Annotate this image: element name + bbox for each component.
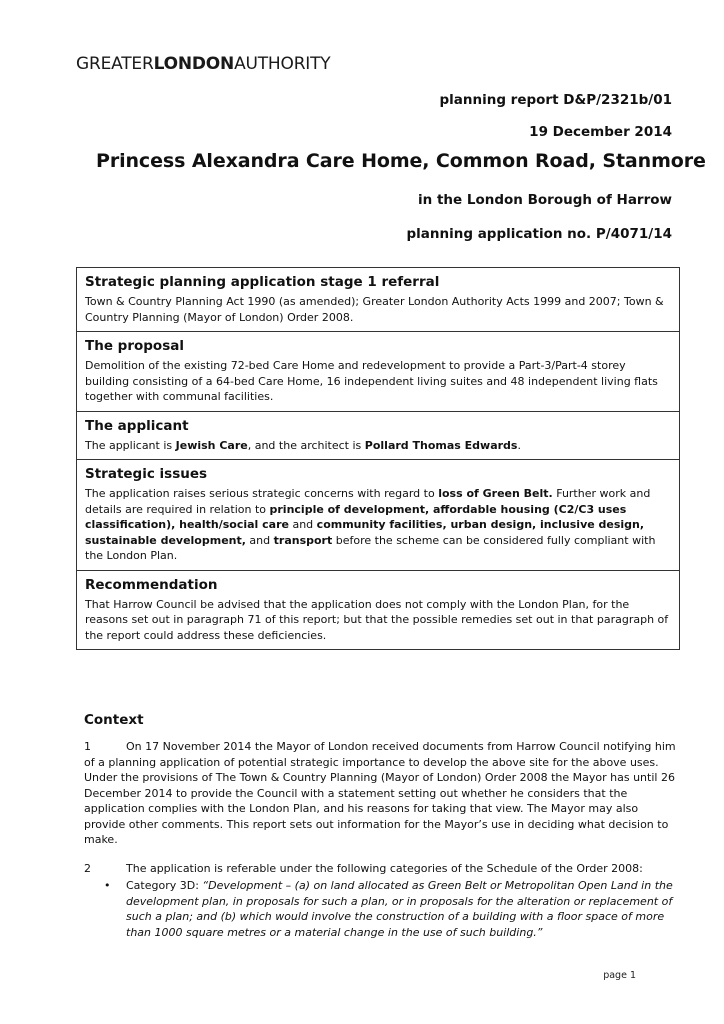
page-title: Princess Alexandra Care Home, Common Road, Stanmore	[96, 150, 706, 172]
recommendation-heading: Recommendation	[85, 576, 218, 593]
issues-section	[77, 460, 679, 571]
applicant-heading: The applicant	[85, 417, 189, 434]
paragraph-number: 2	[84, 862, 91, 875]
proposal-text: Demolition of the existing 72-bed Care Home and redevelopment to provide a Part-3/Part-4 storey building consisting of a 64-bed Care Home, 16 independent living suites and 48 independent living flats together with communal facilities.	[85, 359, 658, 403]
applicant-section	[77, 412, 679, 461]
paragraph-text: The application is referable under the following categories of the Schedule of the Order 2008:	[126, 862, 643, 875]
applicant-text: The applicant is Jewish Care, and the architect is Pollard Thomas Edwards.	[85, 438, 521, 452]
paragraph-1	[84, 739, 680, 848]
summary-box	[76, 267, 680, 650]
context-heading: Context	[84, 712, 144, 728]
report-reference: planning report D&P/2321b/01	[439, 92, 672, 108]
referral-text: Town & Country Planning Act 1990 (as amended); Greater London Authority Acts 1999 and 2007; Town & Country Planning (Mayor of London) Order 2008.	[85, 295, 664, 324]
issues-heading: Strategic issues	[85, 466, 208, 482]
recommendation-text: That Harrow Council be advised that the application does not comply with the London Plan, for the reasons set out in paragraph 71 of this report; but that the possible remedies set out in that paragraph of the report could address these deficiencies.	[85, 597, 669, 642]
referral-heading: Strategic planning application stage 1 referral	[85, 274, 440, 290]
borough-line: in the London Borough of Harrow	[418, 192, 672, 208]
application-number: planning application no. P/4071/14	[406, 226, 672, 242]
proposal-heading: The proposal	[85, 338, 184, 354]
proposal-section	[77, 332, 679, 412]
gla-logo: GREATERLONDONAUTHORITY	[76, 54, 331, 74]
bullet-item: • Category 3D: “Development – (a) on land allocated as Green Belt or Metropolitan Open Land in the development plan, in proposals for such a plan, or in proposals for the alteration or replacement of such a plan; and (b) which would involve the construction of a building with a floor space of more than 1000 square metres or a material change in the use of such building.”	[104, 879, 673, 939]
architect-name: Pollard Thomas Edwards	[364, 438, 518, 452]
page-number: page 1	[603, 970, 636, 981]
quoted-category: “Development – (a) on land allocated as Green Belt or Metropolitan Open Land in the development plan, in proposals for such a plan, or in proposals for the alteration or replacement of such a plan; and (b) which would involve the construction of a building with a floor space of more than 1000 square metres or a material change in the use of such building.”	[126, 879, 673, 939]
paragraph-2	[84, 861, 680, 877]
paragraph-text: On 17 November 2014 the Mayor of London received documents from Harrow Council notifying him of a planning application of potential strategic importance to develop the above site for the above uses. Under the provisions of The Town & Country Planning (Mayor of London) Order 2008 the Mayor has until 26 December 2014 to provide the Council with a statement setting out whether he considers that the application complies with the London Plan, and his reasons for taking that view. The Mayor may also provide other comments. This report sets out information for the Mayor’s use in deciding what decision to make.	[84, 740, 676, 846]
bullet-icon: •	[104, 879, 111, 892]
referral-section	[77, 268, 679, 332]
recommendation-section	[77, 571, 679, 650]
issues-text: The application raises serious strategic concerns with regard to loss of Green Belt. Further work and details are required in relation to principle of development, affordable housing (C2/C3 uses classification), health/social care and community facilities, urban design, inclusive design, sustainable development, and transport before the scheme can be considered fully compliant with the London Plan.	[85, 487, 656, 562]
report-date: 19 December 2014	[529, 124, 672, 140]
applicant-name: Jewish Care	[175, 438, 248, 452]
paragraph-number: 1	[84, 740, 91, 753]
